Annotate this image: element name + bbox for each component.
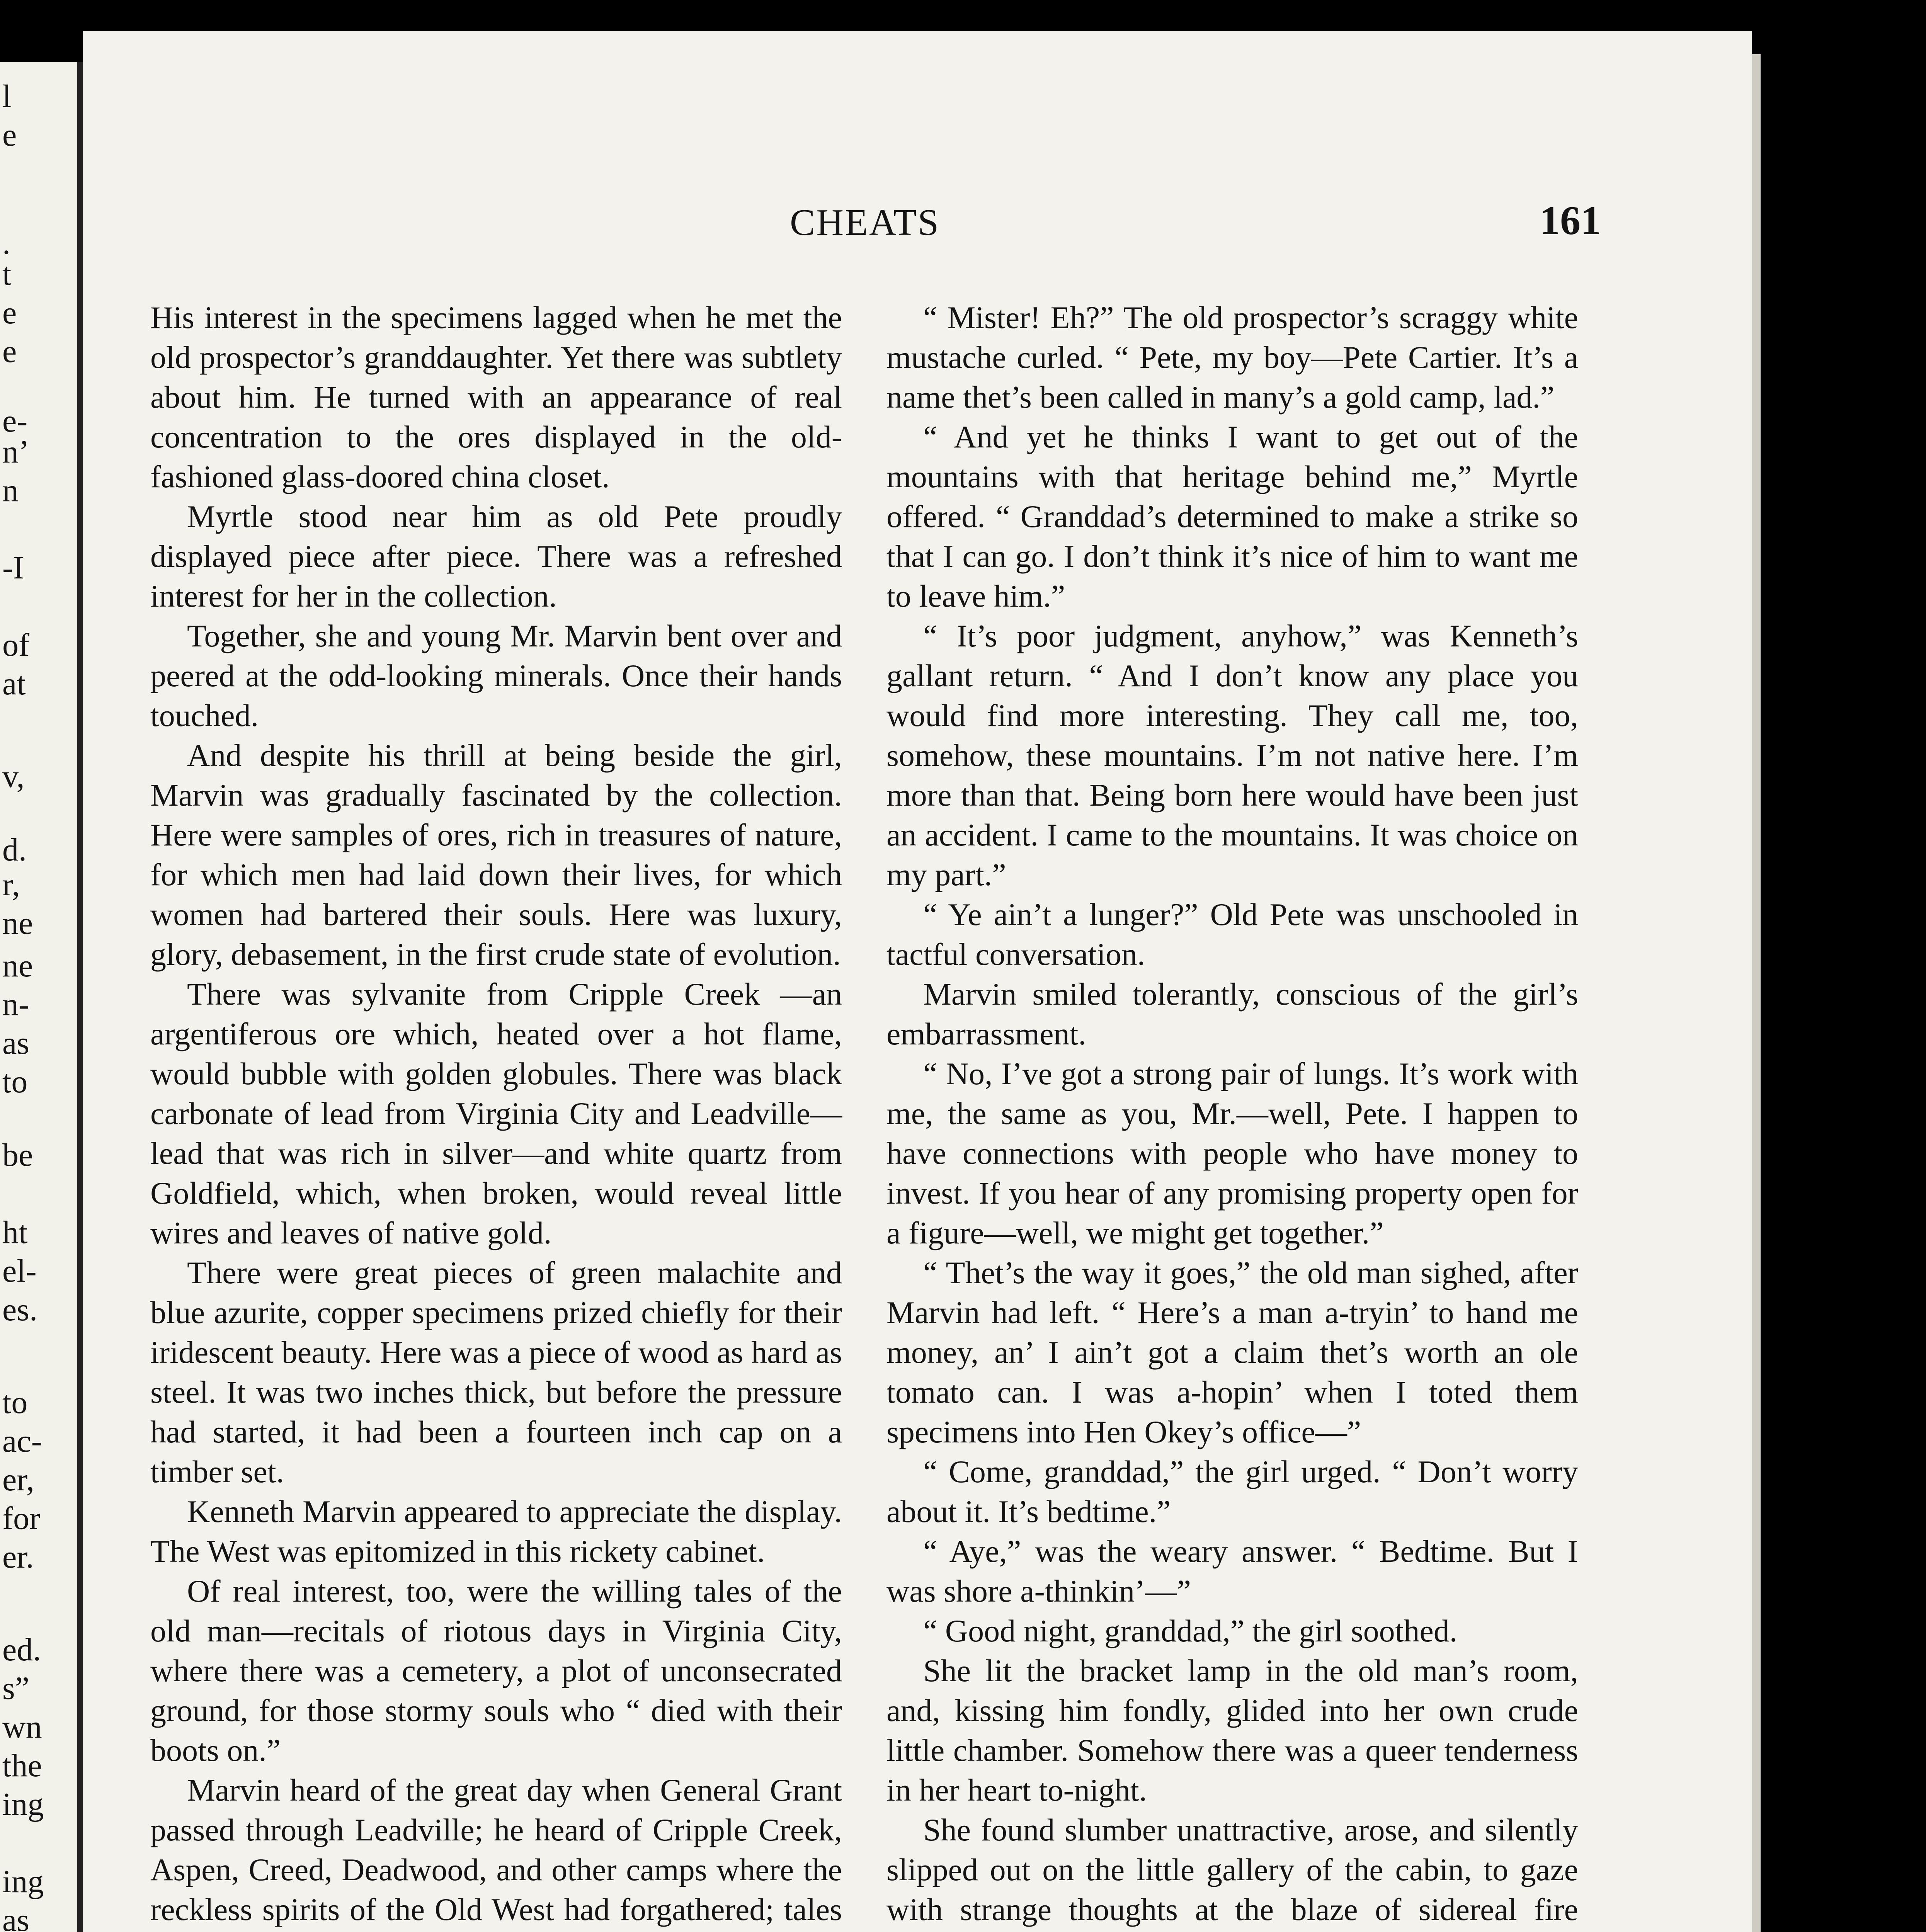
paragraph: “ It’s poor judgment, anyhow,” was Kenneth’s gallant return. “ And I don’t know any place you would find more interesting. They call me, too, somehow, these mountains. I’m not native here. I’m more than that. Being born here would have been just an accident. I came to the mountains. It was choice on my part.” bbox=[886, 618, 1578, 892]
facing-page-fragment: n’ bbox=[2, 434, 29, 470]
facing-page-fragment: l bbox=[2, 78, 12, 114]
paragraph: And despite his thrill at being beside the girl, Marvin was gradually fascinated by the collection. Here were samples of ores, rich in treasures of nature, for which men had laid down their lives, for which women had bartered their souls. Here was luxury, glory, debasement, in the first crude state of evolution. bbox=[150, 738, 842, 972]
facing-page-fragment: er, bbox=[2, 1462, 34, 1498]
facing-page-fragment: s” bbox=[2, 1670, 29, 1706]
paragraph: There were great pieces of green malachite and blue azurite, copper specimens prized chiefly for their iridescent beauty. Here was a piece of wood as hard as steel. It was two inches thick, but before the pressure had started, it had been a fourteen inch cap on a timber set. bbox=[150, 1255, 842, 1489]
paragraph: She found slumber unattractive, arose, and silently slipped out on the little gallery of the cabin, to gaze with strange thoughts at the blaze of sidereal fire bbox=[886, 1812, 1578, 1927]
facing-page-fragment: el- bbox=[2, 1253, 37, 1289]
facing-page-fragment: at bbox=[2, 666, 26, 702]
paragraph: His interest in the specimens lagged when he met the old prospector’s granddaughter. Yet there was subtlety about him. He turned with an appearance of real concentration to the ores displayed in the old-fashioned glass-doored china closet. bbox=[150, 300, 842, 494]
paragraph: “ No, I’ve got a strong pair of lungs. It’s work with me, the same as you, Mr.—well, Pete. I happen to have connections with people who have money to invest. If you hear of any promising property open for a figure—well, we might get together.” bbox=[886, 1056, 1578, 1250]
page-edge-shadow bbox=[1752, 54, 1761, 1932]
facing-page-fragment: t bbox=[2, 256, 12, 292]
paragraph: Together, she and young Mr. Marvin bent over and peered at the odd-looking minerals. Once their hands touched. bbox=[150, 618, 842, 733]
facing-page-fragment: for bbox=[2, 1500, 40, 1536]
facing-page-fragment: r, bbox=[2, 867, 20, 903]
facing-page-fragment: n- bbox=[2, 986, 29, 1022]
paragraph: “ Ye ain’t a lunger?” Old Pete was unschooled in tactful conversation. bbox=[886, 897, 1578, 972]
facing-page-fragment: ne bbox=[2, 905, 33, 941]
facing-page-fragment: e bbox=[2, 295, 17, 331]
facing-page-fragment: es. bbox=[2, 1292, 37, 1328]
facing-page-fragment: be bbox=[2, 1137, 33, 1173]
facing-page-fragment: ing bbox=[2, 1864, 44, 1900]
facing-page-fragment: e bbox=[2, 117, 17, 153]
page-number: 161 bbox=[1540, 198, 1601, 243]
facing-page-fragment: d. bbox=[2, 832, 27, 868]
facing-page-edge bbox=[0, 62, 83, 1932]
paragraph: “ Mister! Eh?” The old prospector’s scraggy white mustache curled. “ Pete, my boy—Pete Cartier. It’s a name thet’s been called in many’s a gold camp, lad.” bbox=[886, 300, 1578, 415]
facing-page-fragment: the bbox=[2, 1748, 42, 1784]
book-page bbox=[83, 31, 1752, 1932]
paragraph: Of real interest, too, were the willing tales of the old man—recitals of riotous days in Virginia City, where there was a cemetery, a plot of unconsecrated ground, for those stormy souls who “ died with their boots on.” bbox=[150, 1573, 842, 1768]
facing-page-fragment: to bbox=[2, 1384, 28, 1420]
facing-page-fragment: ac- bbox=[2, 1423, 42, 1459]
facing-page-fragment: e bbox=[2, 333, 17, 369]
facing-page-fragment: -I bbox=[2, 550, 24, 586]
paragraph: Myrtle stood near him as old Pete proudly displayed piece after piece. There was a refreshed interest for her in the collection. bbox=[150, 499, 842, 614]
right-column-paragraphs bbox=[886, 298, 1578, 1932]
paragraph: “ Aye,” was the weary answer. “ Bedtime. But I was shore a-thinkin’—” bbox=[886, 1534, 1578, 1609]
paragraph: Marvin smiled tolerantly, conscious of the girl’s embarrassment. bbox=[886, 976, 1578, 1051]
facing-page-fragment: v, bbox=[2, 759, 25, 794]
paragraph: Marvin heard of the great day when General Grant passed through Leadville; he heard of Cripple Creek, Aspen, Creed, Deadwood, and other camps where the reckless spirits of the Old West had forgathered; tales bbox=[150, 1772, 842, 1927]
paragraph: “ And yet he thinks I want to get out of the mountains with that heritage behind me,” Myrtle offered. “ Granddad’s determined to make a strike so that I can go. I don’t think it’s nice of him to want me to leave him.” bbox=[886, 419, 1578, 614]
paragraph: She lit the bracket lamp in the old man’s room, and, kissing him fondly, glided into her own crude little chamber. Somehow there was a queer tenderness in her heart to-night. bbox=[886, 1653, 1578, 1808]
facing-page-fragment: ne bbox=[2, 948, 33, 984]
facing-page-fragment: ht bbox=[2, 1214, 28, 1250]
facing-page-fragment: to bbox=[2, 1064, 28, 1100]
facing-page-fragment: ed. bbox=[2, 1632, 41, 1668]
right-text-column bbox=[886, 298, 1578, 1932]
paragraph: Kenneth Marvin appeared to appreciate the display. The West was epitomized in this rickety cabinet. bbox=[150, 1494, 842, 1569]
paragraph: “ Thet’s the way it goes,” the old man sighed, after Marvin had left. “ Here’s a man a-tryin’ to hand me money, an’ I ain’t got a claim thet’s worth an ole tomato can. I was a-hopin’ when I toted them specimens into Hen Okey’s office—” bbox=[886, 1255, 1578, 1449]
left-text-column bbox=[150, 298, 842, 1932]
facing-page-fragment: . bbox=[2, 225, 10, 261]
facing-page-fragment: er. bbox=[2, 1539, 34, 1575]
facing-page-fragment: ing bbox=[2, 1786, 44, 1822]
paragraph: “ Good night, granddad,” the girl soothed. bbox=[923, 1613, 1458, 1648]
facing-page-fragment: as bbox=[2, 1902, 29, 1932]
facing-page-fragment: n bbox=[2, 473, 19, 509]
running-title: CHEATS bbox=[790, 202, 940, 243]
facing-page-fragment: as bbox=[2, 1025, 29, 1061]
facing-page-fragment: of bbox=[2, 627, 29, 663]
paragraph: There was sylvanite from Cripple Creek —an argentiferous ore which, heated over a hot flame, would bubble with golden globules. There was black carbonate of lead from Virginia City and Leadville—lead that was rich in silver—and white quartz from Goldfield, which, when broken, would reveal little wires and leaves of native gold. bbox=[150, 976, 842, 1250]
paragraph: “ Come, granddad,” the girl urged. “ Don’t worry about it. It’s bedtime.” bbox=[886, 1454, 1578, 1529]
facing-page-fragment: wn bbox=[2, 1709, 42, 1745]
facing-page-fragment: e- bbox=[2, 403, 28, 439]
